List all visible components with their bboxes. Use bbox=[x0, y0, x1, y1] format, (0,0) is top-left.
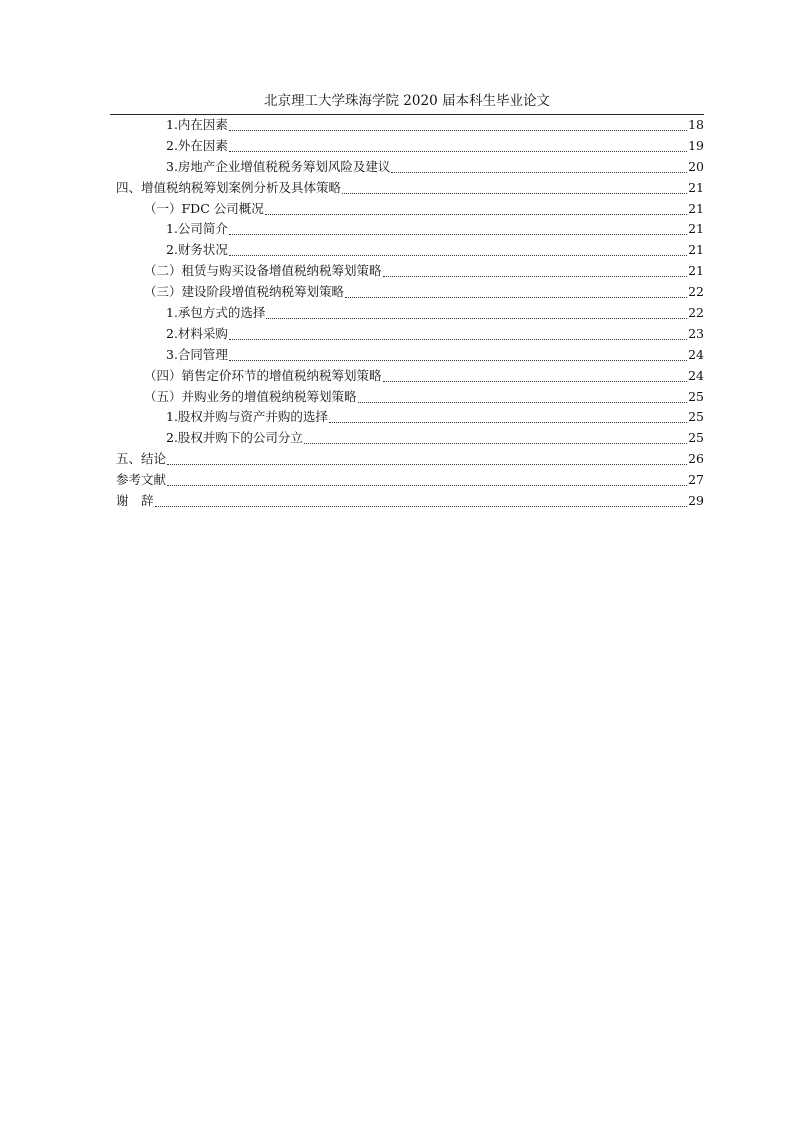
toc-entry-title: （一）FDC 公司概况 bbox=[144, 200, 264, 216]
toc-entry-title: 3.房地产企业增值税税务筹划风险及建议 bbox=[166, 158, 391, 174]
toc-entry-title: 2.股权并购下的公司分立 bbox=[166, 430, 303, 446]
toc-entry-title: （三）建设阶段增值税纳税筹划策略 bbox=[144, 284, 345, 300]
toc-entry-title: 2.财务状况 bbox=[166, 242, 228, 258]
toc-entry-title: 3.合同管理 bbox=[166, 346, 228, 362]
toc-entry-page-number: 25 bbox=[688, 430, 704, 446]
toc-entry-page-number: 22 bbox=[688, 305, 704, 321]
toc-entry[interactable] bbox=[110, 324, 704, 345]
toc-entry[interactable] bbox=[110, 428, 704, 449]
toc-entry-title: （五）并购业务的增值税纳税筹划策略 bbox=[144, 388, 357, 404]
toc-entry-page-number: 29 bbox=[688, 493, 704, 509]
toc-dot-leader bbox=[383, 381, 688, 382]
toc-entry-page-number: 25 bbox=[688, 388, 704, 404]
toc-entry-title: 1.承包方式的选择 bbox=[166, 305, 266, 321]
toc-dot-leader bbox=[229, 151, 687, 152]
toc-entry-page-number: 21 bbox=[688, 221, 704, 237]
toc-entry[interactable] bbox=[110, 387, 704, 408]
toc-entry-page-number: 24 bbox=[688, 346, 704, 362]
toc-entry-title: 1.内在因素 bbox=[166, 117, 228, 132]
toc-entry[interactable] bbox=[110, 282, 704, 303]
toc-entry[interactable] bbox=[110, 303, 704, 324]
toc-entry-page-number: 26 bbox=[688, 451, 704, 467]
toc-entry-title: 1.股权并购与资产并购的选择 bbox=[166, 409, 328, 425]
toc-dot-leader bbox=[358, 402, 688, 403]
toc-entry-page-number: 20 bbox=[688, 158, 704, 174]
toc-entry[interactable] bbox=[110, 366, 704, 387]
toc-dot-leader bbox=[167, 485, 687, 486]
toc-entry-page-number: 18 bbox=[688, 117, 704, 132]
toc-entry[interactable] bbox=[110, 136, 704, 157]
toc-entry-page-number: 27 bbox=[688, 472, 704, 488]
toc-entry[interactable] bbox=[110, 115, 704, 136]
toc-entry[interactable] bbox=[110, 178, 704, 199]
toc-entry-page-number: 19 bbox=[688, 137, 704, 153]
toc-dot-leader bbox=[229, 130, 687, 131]
toc-dot-leader bbox=[155, 506, 688, 507]
table-of-contents bbox=[110, 115, 704, 512]
toc-entry[interactable] bbox=[110, 449, 704, 470]
toc-dot-leader bbox=[342, 193, 687, 194]
toc-entry[interactable] bbox=[110, 261, 704, 282]
toc-dot-leader bbox=[266, 318, 687, 319]
toc-entry[interactable] bbox=[110, 219, 704, 240]
toc-dot-leader bbox=[229, 360, 687, 361]
toc-entry-title: 四、增值税纳税筹划案例分析及具体策略 bbox=[116, 179, 342, 195]
toc-entry-page-number: 23 bbox=[688, 325, 704, 341]
toc-entry-title: （四）销售定价环节的增值税纳税筹划策略 bbox=[144, 367, 382, 383]
toc-dot-leader bbox=[265, 214, 687, 215]
toc-dot-leader bbox=[391, 172, 687, 173]
toc-dot-leader bbox=[229, 255, 687, 256]
toc-entry-title: 参考文献 bbox=[116, 472, 167, 488]
toc-entry-title: （二）租赁与购买设备增值税纳税筹划策略 bbox=[144, 263, 382, 279]
toc-entry-page-number: 21 bbox=[688, 242, 704, 258]
toc-entry-title: 谢 辞 bbox=[116, 493, 154, 509]
toc-entry[interactable] bbox=[110, 470, 704, 491]
toc-entry[interactable] bbox=[110, 199, 704, 220]
toc-dot-leader bbox=[229, 234, 687, 235]
toc-entry-title: 2.外在因素 bbox=[166, 137, 228, 153]
toc-entry-page-number: 21 bbox=[688, 200, 704, 216]
toc-entry-page-number: 22 bbox=[688, 284, 704, 300]
toc-entry[interactable] bbox=[110, 157, 704, 178]
toc-entry-title: 五、结论 bbox=[116, 451, 167, 467]
toc-entry-title: 2.材料采购 bbox=[166, 325, 228, 341]
toc-entry-page-number: 21 bbox=[688, 179, 704, 195]
toc-entry-page-number: 21 bbox=[688, 263, 704, 279]
toc-entry[interactable] bbox=[110, 240, 704, 261]
toc-dot-leader bbox=[167, 464, 687, 465]
toc-dot-leader bbox=[383, 276, 688, 277]
toc-dot-leader bbox=[304, 443, 687, 444]
toc-dot-leader bbox=[329, 422, 687, 423]
toc-dot-leader bbox=[345, 297, 687, 298]
toc-entry-page-number: 25 bbox=[688, 409, 704, 425]
toc-entry[interactable] bbox=[110, 491, 704, 512]
toc-entry-title: 1.公司简介 bbox=[166, 221, 228, 237]
toc-entry[interactable] bbox=[110, 345, 704, 366]
toc-dot-leader bbox=[229, 339, 687, 340]
toc-entry[interactable] bbox=[110, 407, 704, 428]
toc-entry-page-number: 24 bbox=[688, 367, 704, 383]
page-header: 北京理工大学珠海学院 2020 届本科生毕业论文 bbox=[264, 93, 550, 109]
